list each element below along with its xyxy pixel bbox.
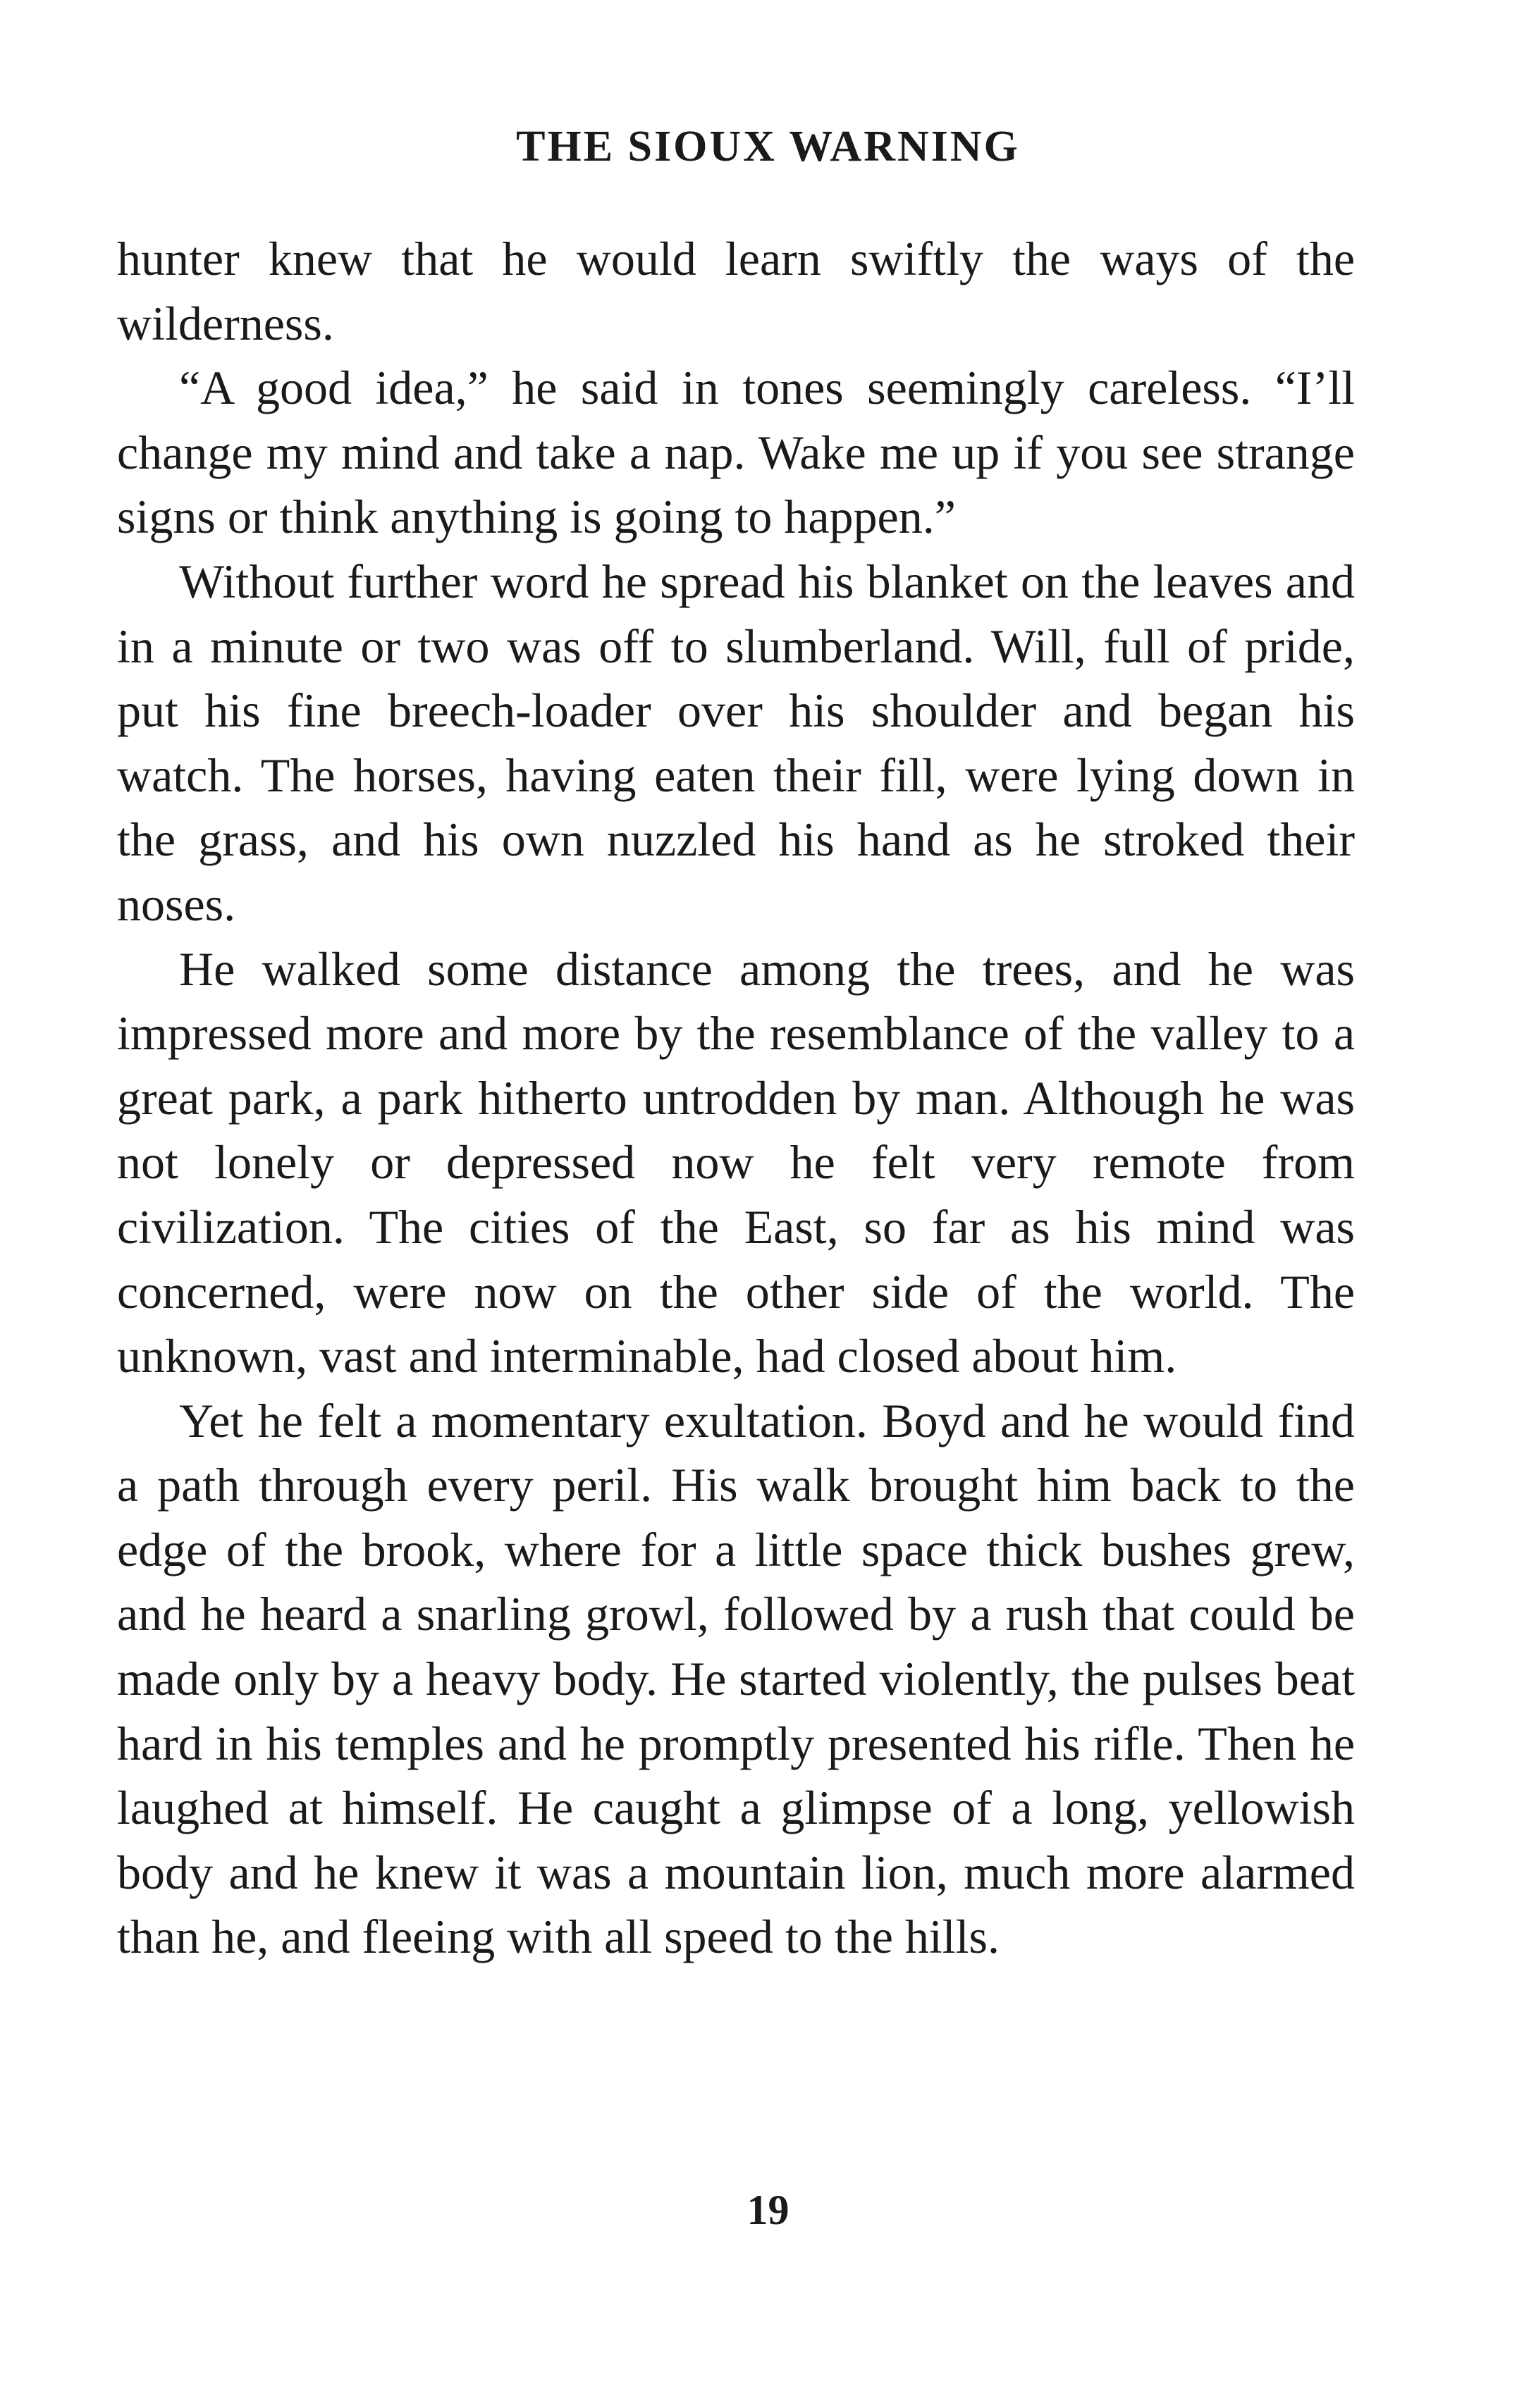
paragraph-good-idea: “A good idea,” he said in tones seemingly careless. “I’ll change my mind and take a nap. Wake me up if you see strange signs or think anything is going to happen.”	[117, 361, 1355, 544]
page-number: 19	[747, 2187, 789, 2233]
paragraph-blanket: Without further word he spread his blanket on the leaves and in a minute or two was off to slumberland. Will, full of pride, put his fine breech-loader over his shoulder and began his watch. The horses, having eaten their fill, were lying down in the grass, and his own nuzzled his hand as he stroked their noses.	[117, 554, 1355, 931]
paragraph-walk: He walked some distance among the trees, and he was impressed more and more by the resemblance of the valley to a great park, a park hitherto untrodden by man. Although he was not lonely or depressed now he felt very remote from civilization. The cities of the East, so far as his mind was concerned, were now on the other side of the world. The unknown, vast and interminable, had closed about him.	[117, 941, 1355, 1383]
paragraph-mountain-lion: Yet he felt a momentary exultation. Boyd and he would find a path through every peril. His walk brought him back to the edge of the brook, where for a little space thick bushes grew, and he heard a snarling growl, followed by a rush that could be made only by a heavy body. He started violently, the pulses beat hard in his temples and he promptly presented his rifle. Then he laughed at himself. He caught a glimpse of a long, yellowish body and he knew it was a mountain lion, much more alarmed than he, and fleeing with all speed to the hills.	[117, 1393, 1355, 1964]
body-text	[117, 227, 1355, 1970]
running-head: THE SIOUX WARNING	[516, 123, 1020, 171]
paragraph-continuation: hunter knew that he would learn swiftly the ways of the wilderness.	[117, 232, 1355, 350]
